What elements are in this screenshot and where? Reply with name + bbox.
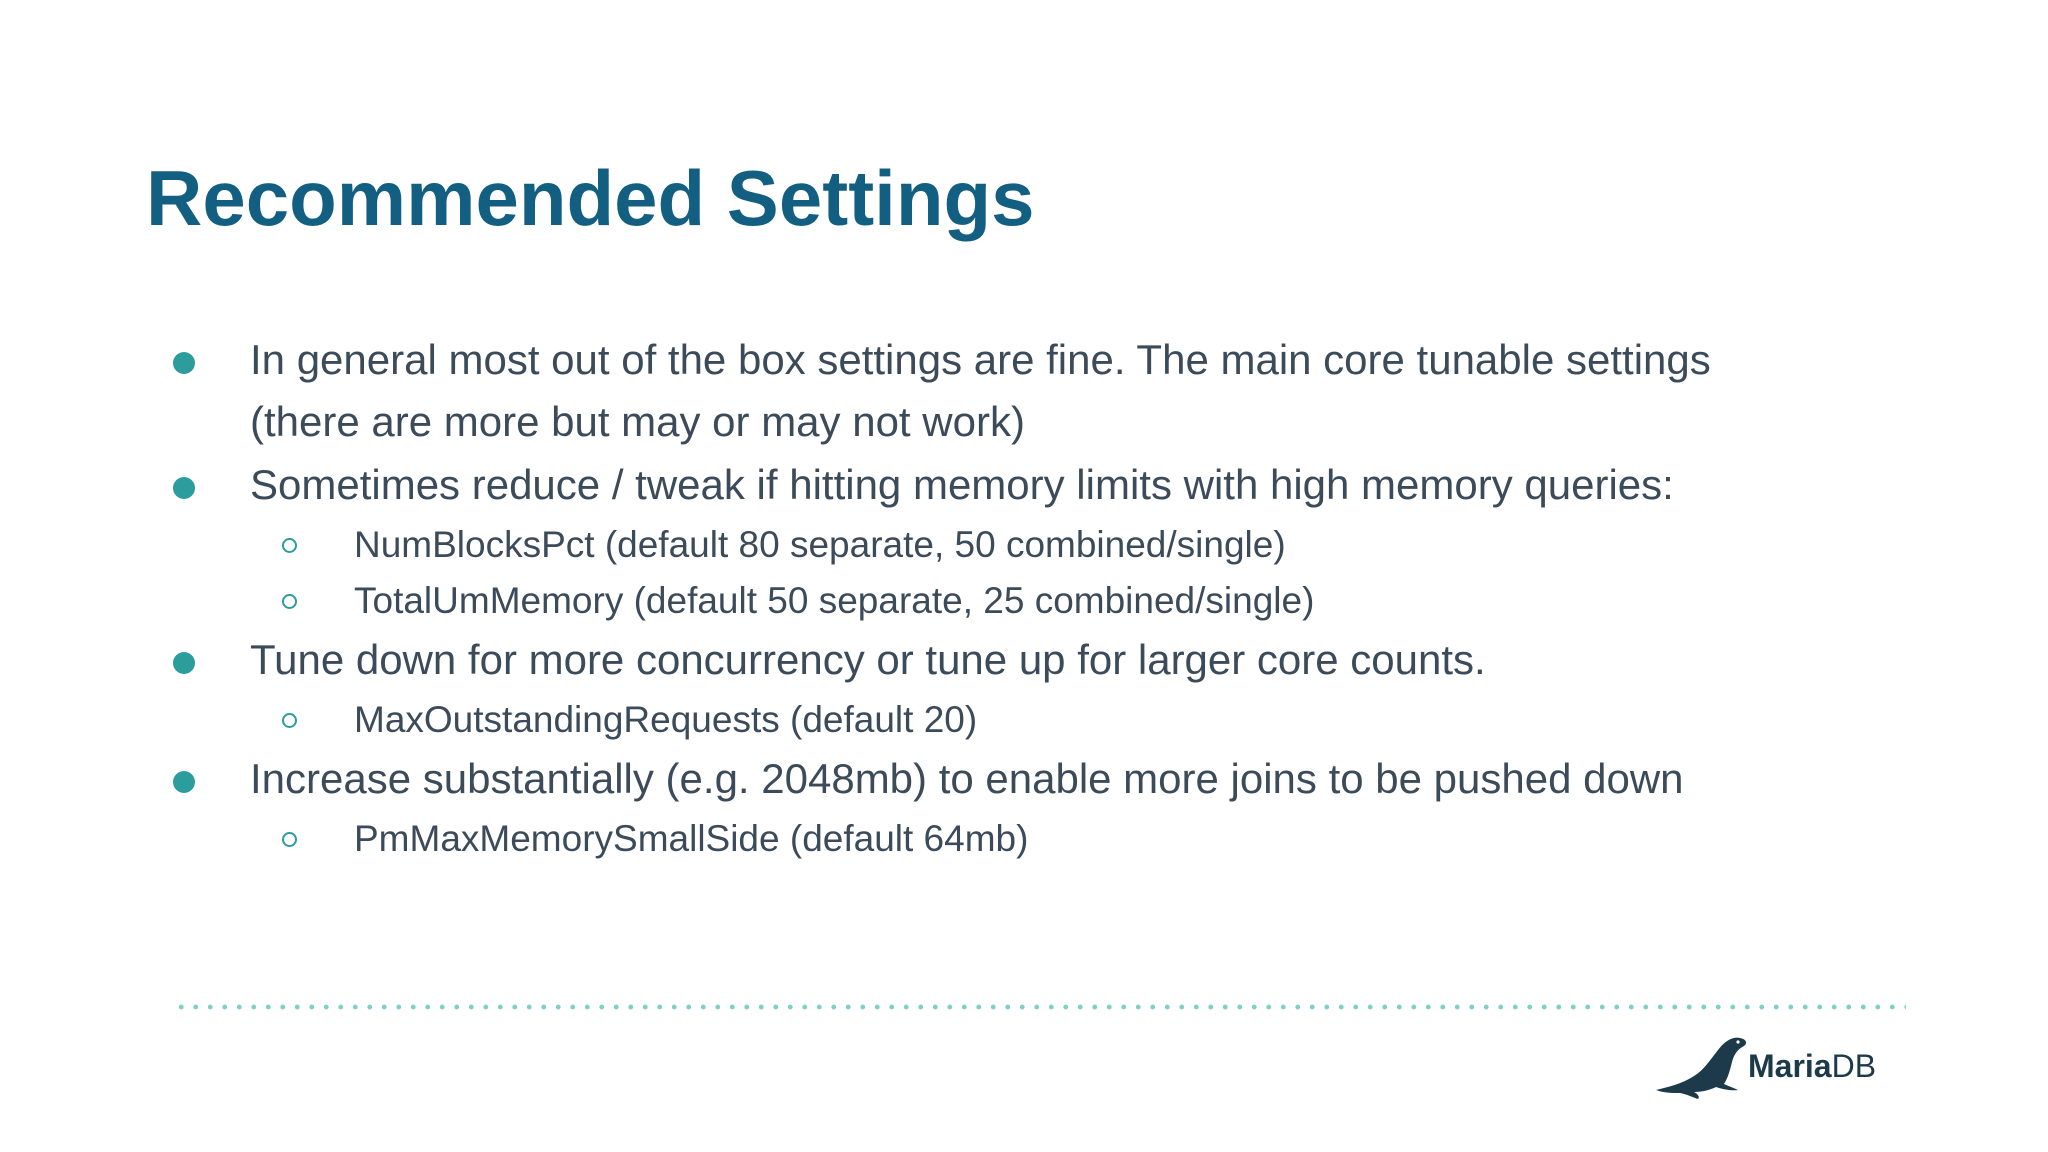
sub-bullet-circle xyxy=(282,713,297,728)
bullet-2-line-1: Sometimes reduce / tweak if hitting memory limits with high memory queries: xyxy=(250,461,1674,508)
sub-bullet-numblockspct: NumBlocksPct (default 80 separate, 50 combined/single) xyxy=(354,524,1286,565)
sub-bullet-circle xyxy=(282,538,297,553)
mariadb-wordmark xyxy=(1748,1046,1876,1086)
bullet-dot xyxy=(173,652,195,674)
bullet-1-line-2: (there are more but may or may not work) xyxy=(250,398,1025,445)
sub-bullet-circle xyxy=(282,594,297,609)
sub-bullet-totalummemory: TotalUmMemory (default 50 separate, 25 combined/single) xyxy=(354,580,1315,621)
wordmark-db: DB xyxy=(1831,1048,1877,1084)
sub-bullet-maxoutstandingrequests: MaxOutstandingRequests (default 20) xyxy=(354,699,978,740)
bullet-dot xyxy=(173,771,195,793)
slide-title: Recommended Settings xyxy=(146,154,1035,242)
bullet-dot xyxy=(173,352,195,374)
bullet-1-line-1: In general most out of the box settings are fine. The main core tunable settings xyxy=(250,336,1711,383)
mariadb-logo xyxy=(1652,1030,1912,1100)
sub-bullet-pmmaxmemorysmallside: PmMaxMemorySmallSide (default 64mb) xyxy=(354,818,1029,859)
bullet-dot xyxy=(173,477,195,499)
sub-bullet-circle xyxy=(282,832,297,847)
bullet-4-line-1: Increase substantially (e.g. 2048mb) to enable more joins to be pushed down xyxy=(250,755,1684,802)
dotted-divider xyxy=(174,1004,1906,1010)
wordmark-maria: Maria xyxy=(1748,1048,1832,1084)
sea-lion-icon xyxy=(1652,1030,1752,1100)
bullet-3-line-1: Tune down for more concurrency or tune up for larger core counts. xyxy=(250,636,1486,683)
